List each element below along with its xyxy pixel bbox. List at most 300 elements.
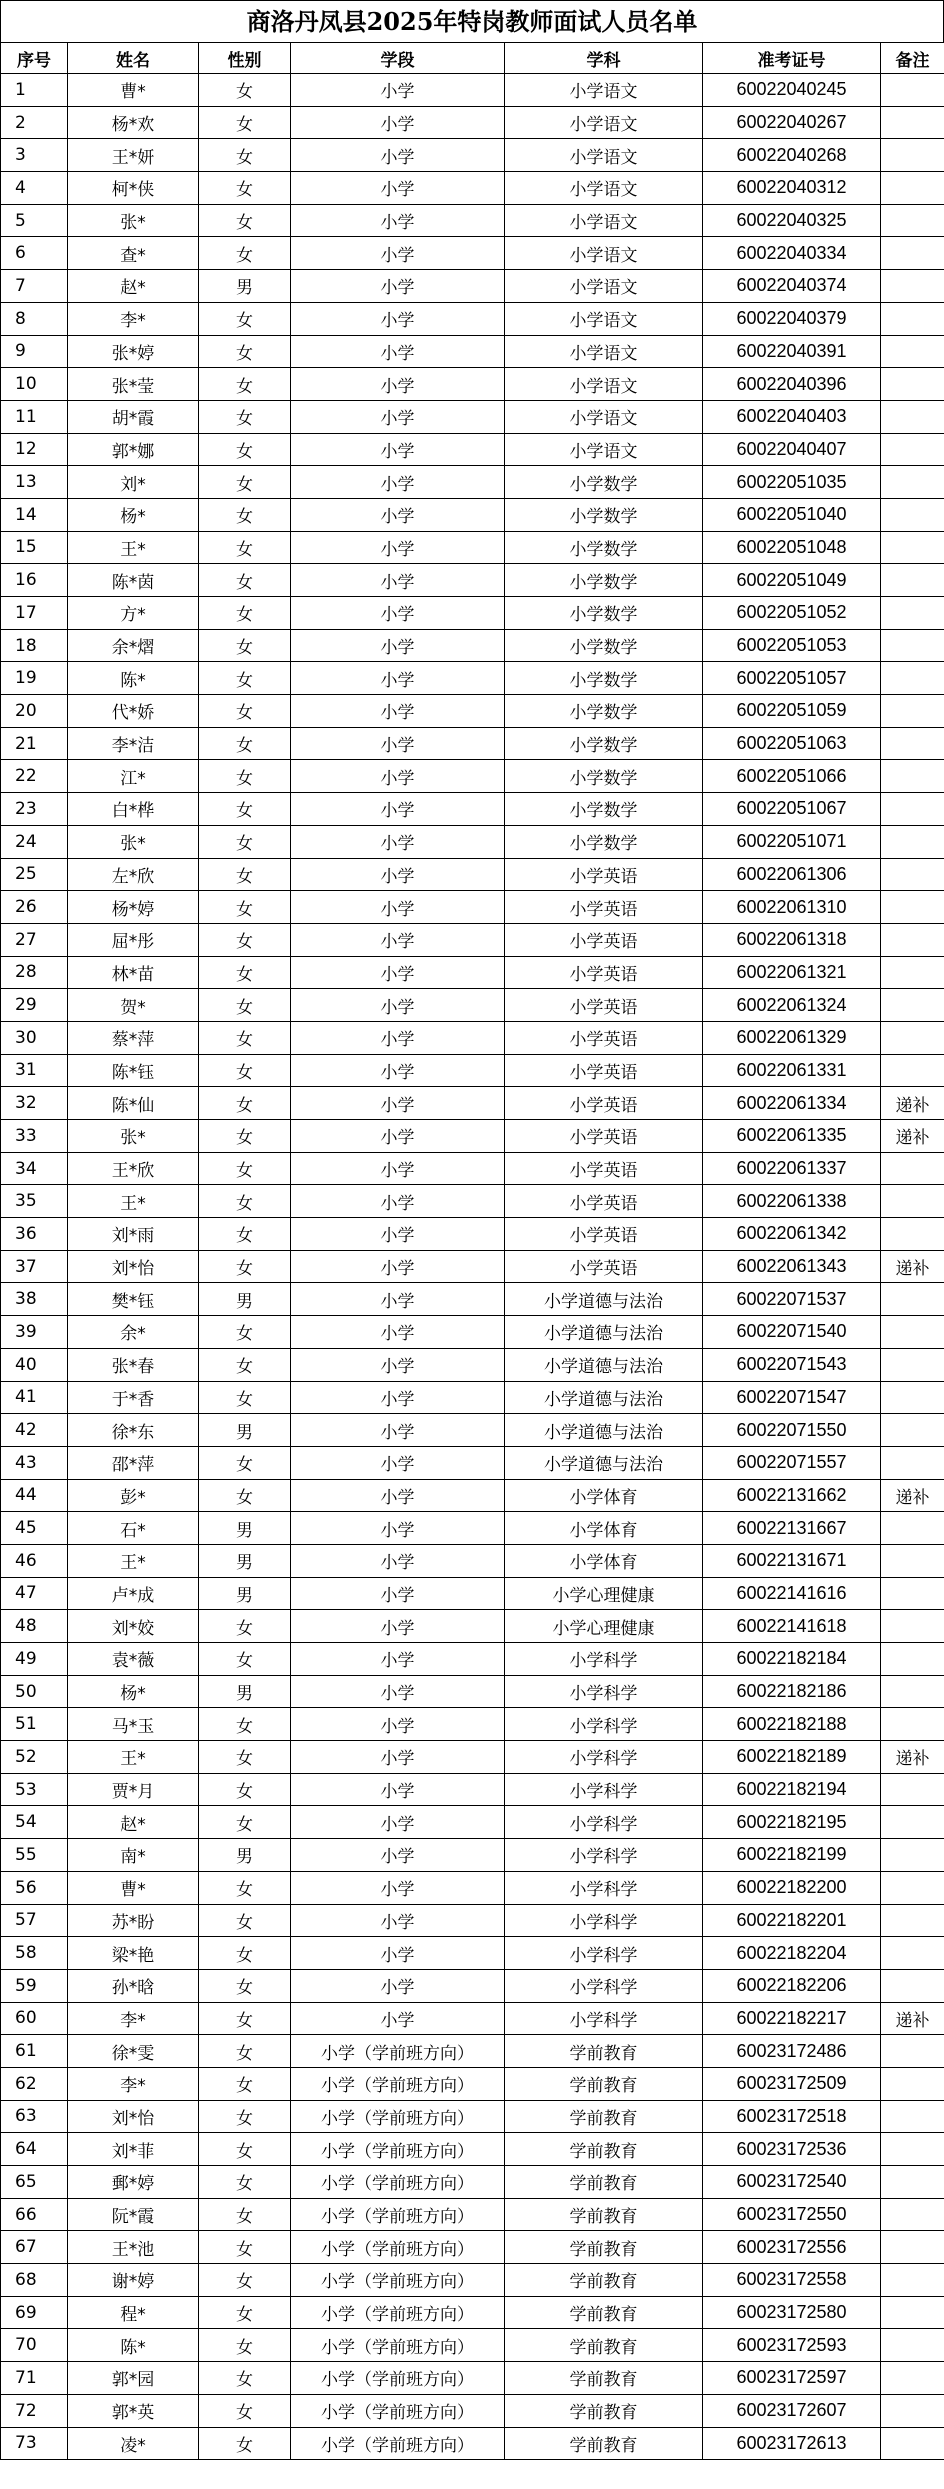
cell-note: [881, 2198, 944, 2231]
cell-note: [881, 1544, 944, 1577]
cell-name: 李*: [68, 2067, 199, 2100]
cell-name: 李*洁: [68, 727, 199, 760]
cell-level: 小学: [291, 1806, 505, 1839]
cell-gender: 女: [199, 1446, 291, 1479]
cell-no: 37: [1, 1250, 68, 1283]
cell-note: [881, 1969, 944, 2002]
page-title: 商洛丹凤县2025年特岗教师面试人员名单: [0, 0, 944, 42]
table-row: [1, 237, 944, 270]
table-row: [1, 1839, 944, 1872]
cell-exam-id: 60023172536: [703, 2133, 881, 2166]
cell-note: [881, 1218, 944, 1251]
cell-level: 小学: [291, 597, 505, 630]
cell-subject: 小学数学: [505, 498, 703, 531]
cell-level: 小学: [291, 1675, 505, 1708]
cell-subject: 小学道德与法治: [505, 1446, 703, 1479]
cell-name: 刘*怡: [68, 1250, 199, 1283]
cell-gender: 女: [199, 2329, 291, 2362]
cell-gender: 女: [199, 204, 291, 237]
cell-exam-id: 60022051057: [703, 662, 881, 695]
cell-level: 小学: [291, 923, 505, 956]
cell-level: 小学: [291, 1021, 505, 1054]
cell-level: 小学（学前班方向）: [291, 2133, 505, 2166]
cell-note: [881, 1152, 944, 1185]
table-row: [1, 1185, 944, 1218]
cell-note: [881, 335, 944, 368]
cell-subject: 小学道德与法治: [505, 1414, 703, 1447]
cell-level: 小学（学前班方向）: [291, 2362, 505, 2395]
cell-exam-id: 60022040267: [703, 106, 881, 139]
cell-note: [881, 498, 944, 531]
cell-no: 22: [1, 760, 68, 793]
table-row: [1, 629, 944, 662]
cell-no: 57: [1, 1904, 68, 1937]
table-row: [1, 1773, 944, 1806]
cell-name: 南*: [68, 1839, 199, 1872]
cell-note: [881, 564, 944, 597]
cell-no: 54: [1, 1806, 68, 1839]
cell-subject: 小学语文: [505, 172, 703, 205]
table-row: [1, 1348, 944, 1381]
cell-note: [881, 1806, 944, 1839]
cell-no: 62: [1, 2067, 68, 2100]
cell-name: 柯*侠: [68, 172, 199, 205]
cell-gender: 女: [199, 923, 291, 956]
cell-name: 郵*婷: [68, 2166, 199, 2199]
cell-exam-id: 60022131667: [703, 1512, 881, 1545]
cell-no: 23: [1, 793, 68, 826]
cell-name: 方*: [68, 597, 199, 630]
cell-exam-id: 60022061310: [703, 891, 881, 924]
cell-subject: 小学数学: [505, 564, 703, 597]
cell-name: 蔡*萍: [68, 1021, 199, 1054]
cell-no: 25: [1, 858, 68, 891]
cell-exam-id: 60022131671: [703, 1544, 881, 1577]
cell-no: 48: [1, 1610, 68, 1643]
cell-name: 郭*英: [68, 2394, 199, 2427]
table-row: [1, 1087, 944, 1120]
cell-exam-id: 60022051053: [703, 629, 881, 662]
cell-note: [881, 2067, 944, 2100]
cell-name: 张*春: [68, 1348, 199, 1381]
table-row: [1, 1120, 944, 1153]
cell-name: 屈*彤: [68, 923, 199, 956]
cell-subject: 学前教育: [505, 2231, 703, 2264]
cell-name: 阮*霞: [68, 2198, 199, 2231]
cell-name: 赵*: [68, 1806, 199, 1839]
header-note: 备注: [881, 43, 944, 74]
cell-note: [881, 270, 944, 303]
table-row: [1, 1577, 944, 1610]
cell-note: [881, 1512, 944, 1545]
cell-level: 小学（学前班方向）: [291, 2394, 505, 2427]
table-row: [1, 531, 944, 564]
cell-level: 小学: [291, 1904, 505, 1937]
cell-no: 29: [1, 989, 68, 1022]
cell-exam-id: 60022040374: [703, 270, 881, 303]
cell-exam-id: 60022051066: [703, 760, 881, 793]
cell-name: 邵*萍: [68, 1446, 199, 1479]
cell-name: 林*苗: [68, 956, 199, 989]
cell-note: [881, 662, 944, 695]
cell-level: 小学: [291, 1741, 505, 1774]
table-row: [1, 466, 944, 499]
cell-exam-id: 60022182195: [703, 1806, 881, 1839]
cell-level: 小学: [291, 1250, 505, 1283]
cell-note: [881, 989, 944, 1022]
table-row: [1, 433, 944, 466]
table-row: [1, 564, 944, 597]
cell-exam-id: 60022061331: [703, 1054, 881, 1087]
cell-exam-id: 60023172593: [703, 2329, 881, 2362]
cell-gender: 男: [199, 1512, 291, 1545]
cell-note: [881, 2329, 944, 2362]
cell-exam-id: 60022182186: [703, 1675, 881, 1708]
cell-note: [881, 760, 944, 793]
cell-subject: 小学科学: [505, 1675, 703, 1708]
cell-exam-id: 60022071550: [703, 1414, 881, 1447]
cell-subject: 小学数学: [505, 597, 703, 630]
cell-gender: 女: [199, 2002, 291, 2035]
cell-exam-id: 60022051049: [703, 564, 881, 597]
cell-note: [881, 237, 944, 270]
header-level: 学段: [291, 43, 505, 74]
cell-level: 小学: [291, 858, 505, 891]
cell-level: 小学: [291, 1316, 505, 1349]
cell-level: 小学: [291, 1937, 505, 1970]
cell-name: 陈*茵: [68, 564, 199, 597]
cell-level: 小学（学前班方向）: [291, 2329, 505, 2362]
table-row: [1, 400, 944, 433]
table-row: [1, 1446, 944, 1479]
cell-gender: 女: [199, 825, 291, 858]
cell-note: [881, 2035, 944, 2068]
cell-subject: 小学科学: [505, 1937, 703, 1970]
cell-name: 张*莹: [68, 368, 199, 401]
table-row: [1, 106, 944, 139]
cell-note: [881, 629, 944, 662]
cell-note: [881, 1185, 944, 1218]
cell-no: 21: [1, 727, 68, 760]
cell-name: 查*: [68, 237, 199, 270]
cell-name: 徐*东: [68, 1414, 199, 1447]
cell-name: 王*: [68, 531, 199, 564]
cell-name: 李*: [68, 302, 199, 335]
cell-note: [881, 923, 944, 956]
cell-gender: 女: [199, 335, 291, 368]
cell-name: 杨*: [68, 498, 199, 531]
cell-subject: 学前教育: [505, 2362, 703, 2395]
cell-level: 小学: [291, 1381, 505, 1414]
cell-gender: 女: [199, 989, 291, 1022]
cell-exam-id: 60022061324: [703, 989, 881, 1022]
cell-name: 胡*霞: [68, 400, 199, 433]
cell-level: 小学: [291, 989, 505, 1022]
cell-subject: 小学英语: [505, 1185, 703, 1218]
header-exam-id: 准考证号: [703, 43, 881, 74]
cell-exam-id: 60022061338: [703, 1185, 881, 1218]
cell-gender: 女: [199, 1054, 291, 1087]
cell-gender: 男: [199, 1283, 291, 1316]
cell-exam-id: 60022071540: [703, 1316, 881, 1349]
cell-no: 71: [1, 2362, 68, 2395]
cell-level: 小学: [291, 237, 505, 270]
cell-no: 6: [1, 237, 68, 270]
cell-no: 13: [1, 466, 68, 499]
table-row: [1, 1283, 944, 1316]
cell-note: [881, 466, 944, 499]
cell-no: 64: [1, 2133, 68, 2166]
cell-exam-id: 60023172509: [703, 2067, 881, 2100]
cell-exam-id: 60022141616: [703, 1577, 881, 1610]
header-subject: 学科: [505, 43, 703, 74]
cell-note: [881, 1381, 944, 1414]
cell-subject: 学前教育: [505, 2198, 703, 2231]
cell-name: 孙*晗: [68, 1969, 199, 2002]
cell-exam-id: 60022040403: [703, 400, 881, 433]
cell-no: 16: [1, 564, 68, 597]
cell-exam-id: 60023172580: [703, 2296, 881, 2329]
cell-no: 8: [1, 302, 68, 335]
cell-name: 郭*园: [68, 2362, 199, 2395]
cell-name: 白*桦: [68, 793, 199, 826]
table-row: [1, 302, 944, 335]
table-row: [1, 2035, 944, 2068]
cell-no: 49: [1, 1643, 68, 1676]
cell-name: 王*妍: [68, 139, 199, 172]
cell-subject: 小学道德与法治: [505, 1348, 703, 1381]
cell-no: 39: [1, 1316, 68, 1349]
cell-name: 程*: [68, 2296, 199, 2329]
table-row: [1, 662, 944, 695]
cell-subject: 小学数学: [505, 760, 703, 793]
header-row: [1, 43, 944, 74]
cell-note: [881, 172, 944, 205]
cell-no: 35: [1, 1185, 68, 1218]
cell-level: 小学: [291, 825, 505, 858]
cell-exam-id: 60022131662: [703, 1479, 881, 1512]
cell-level: 小学: [291, 1087, 505, 1120]
cell-level: 小学: [291, 1446, 505, 1479]
table-row: [1, 1675, 944, 1708]
cell-no: 32: [1, 1087, 68, 1120]
cell-gender: 女: [199, 106, 291, 139]
cell-level: 小学: [291, 433, 505, 466]
cell-subject: 学前教育: [505, 2296, 703, 2329]
cell-name: 余*熠: [68, 629, 199, 662]
cell-exam-id: 60022141618: [703, 1610, 881, 1643]
table-row: [1, 2427, 944, 2460]
table-row: [1, 1904, 944, 1937]
cell-no: 52: [1, 1741, 68, 1774]
cell-level: 小学: [291, 1512, 505, 1545]
cell-level: 小学（学前班方向）: [291, 2231, 505, 2264]
cell-note: [881, 1577, 944, 1610]
cell-note: [881, 2264, 944, 2297]
cell-name: 徐*雯: [68, 2035, 199, 2068]
cell-no: 31: [1, 1054, 68, 1087]
cell-gender: 女: [199, 1479, 291, 1512]
cell-subject: 学前教育: [505, 2329, 703, 2362]
cell-level: 小学: [291, 956, 505, 989]
cell-note: [881, 2427, 944, 2460]
table-row: [1, 1218, 944, 1251]
cell-gender: 女: [199, 956, 291, 989]
cell-gender: 女: [199, 1185, 291, 1218]
cell-note: 递补: [881, 1479, 944, 1512]
cell-level: 小学: [291, 1544, 505, 1577]
cell-gender: 女: [199, 237, 291, 270]
cell-exam-id: 60022071543: [703, 1348, 881, 1381]
cell-no: 17: [1, 597, 68, 630]
cell-exam-id: 60022061318: [703, 923, 881, 956]
cell-note: [881, 825, 944, 858]
cell-no: 1: [1, 74, 68, 107]
cell-level: 小学（学前班方向）: [291, 2296, 505, 2329]
cell-level: 小学: [291, 891, 505, 924]
cell-gender: 女: [199, 531, 291, 564]
cell-gender: 女: [199, 2067, 291, 2100]
cell-level: 小学（学前班方向）: [291, 2264, 505, 2297]
cell-exam-id: 60022051067: [703, 793, 881, 826]
table-row: [1, 2198, 944, 2231]
cell-note: 递补: [881, 2002, 944, 2035]
cell-level: 小学: [291, 1839, 505, 1872]
cell-note: [881, 1675, 944, 1708]
cell-name: 张*婷: [68, 335, 199, 368]
cell-note: [881, 2231, 944, 2264]
cell-subject: 小学数学: [505, 695, 703, 728]
cell-name: 刘*雨: [68, 1218, 199, 1251]
cell-level: 小学: [291, 302, 505, 335]
cell-subject: 小学数学: [505, 629, 703, 662]
cell-note: [881, 891, 944, 924]
cell-subject: 小学英语: [505, 989, 703, 1022]
cell-exam-id: 60022061306: [703, 858, 881, 891]
cell-name: 刘*怡: [68, 2100, 199, 2133]
cell-note: [881, 204, 944, 237]
cell-name: 梁*艳: [68, 1937, 199, 1970]
cell-note: [881, 1446, 944, 1479]
cell-exam-id: 60022071557: [703, 1446, 881, 1479]
header-no: 序号: [1, 43, 68, 74]
cell-subject: 小学英语: [505, 1087, 703, 1120]
cell-subject: 小学数学: [505, 466, 703, 499]
cell-note: [881, 1316, 944, 1349]
cell-level: 小学: [291, 204, 505, 237]
cell-note: [881, 597, 944, 630]
table-row: [1, 1806, 944, 1839]
cell-gender: 女: [199, 1937, 291, 1970]
cell-name: 左*欣: [68, 858, 199, 891]
cell-gender: 女: [199, 1087, 291, 1120]
table-row: [1, 2166, 944, 2199]
cell-name: 王*: [68, 1185, 199, 1218]
cell-level: 小学（学前班方向）: [291, 2427, 505, 2460]
cell-gender: 女: [199, 1610, 291, 1643]
cell-gender: 女: [199, 172, 291, 205]
cell-gender: 女: [199, 1904, 291, 1937]
cell-exam-id: 60023172550: [703, 2198, 881, 2231]
cell-gender: 女: [199, 662, 291, 695]
table-row: [1, 1512, 944, 1545]
cell-exam-id: 60022182199: [703, 1839, 881, 1872]
cell-gender: 女: [199, 695, 291, 728]
cell-level: 小学: [291, 270, 505, 303]
cell-subject: 小学英语: [505, 1021, 703, 1054]
cell-note: [881, 1021, 944, 1054]
cell-note: [881, 2362, 944, 2395]
cell-gender: 女: [199, 564, 291, 597]
cell-note: 递补: [881, 1120, 944, 1153]
cell-gender: 女: [199, 1871, 291, 1904]
cell-gender: 女: [199, 1021, 291, 1054]
cell-no: 65: [1, 2166, 68, 2199]
cell-level: 小学: [291, 1969, 505, 2002]
table-row: [1, 2264, 944, 2297]
cell-exam-id: 60022040379: [703, 302, 881, 335]
table-row: [1, 270, 944, 303]
cell-name: 杨*婷: [68, 891, 199, 924]
cell-no: 67: [1, 2231, 68, 2264]
cell-no: 70: [1, 2329, 68, 2362]
cell-level: 小学（学前班方向）: [291, 2067, 505, 2100]
cell-level: 小学: [291, 1577, 505, 1610]
cell-note: [881, 2296, 944, 2329]
cell-name: 江*: [68, 760, 199, 793]
cell-exam-id: 60022040391: [703, 335, 881, 368]
cell-subject: 小学语文: [505, 139, 703, 172]
cell-no: 15: [1, 531, 68, 564]
cell-subject: 小学科学: [505, 1969, 703, 2002]
cell-no: 7: [1, 270, 68, 303]
cell-name: 樊*钰: [68, 1283, 199, 1316]
cell-note: 递补: [881, 1741, 944, 1774]
cell-level: 小学: [291, 1348, 505, 1381]
cell-level: 小学: [291, 1414, 505, 1447]
cell-no: 41: [1, 1381, 68, 1414]
cell-no: 5: [1, 204, 68, 237]
roster-table: [0, 42, 944, 2460]
cell-exam-id: 60022061335: [703, 1120, 881, 1153]
cell-name: 陈*仙: [68, 1087, 199, 1120]
cell-gender: 女: [199, 2100, 291, 2133]
cell-name: 马*玉: [68, 1708, 199, 1741]
header-name: 姓名: [68, 43, 199, 74]
table-row: [1, 858, 944, 891]
header-gender: 性别: [199, 43, 291, 74]
table-row: [1, 1250, 944, 1283]
cell-name: 杨*: [68, 1675, 199, 1708]
cell-exam-id: 60023172540: [703, 2166, 881, 2199]
cell-subject: 小学语文: [505, 368, 703, 401]
cell-level: 小学: [291, 1708, 505, 1741]
cell-exam-id: 60022040407: [703, 433, 881, 466]
cell-level: 小学: [291, 498, 505, 531]
cell-subject: 小学语文: [505, 400, 703, 433]
cell-no: 30: [1, 1021, 68, 1054]
cell-no: 68: [1, 2264, 68, 2297]
cell-name: 张*: [68, 1120, 199, 1153]
table-row: [1, 1741, 944, 1774]
cell-gender: 男: [199, 1675, 291, 1708]
cell-exam-id: 60023172558: [703, 2264, 881, 2297]
cell-gender: 女: [199, 1218, 291, 1251]
cell-no: 36: [1, 1218, 68, 1251]
cell-exam-id: 60023172518: [703, 2100, 881, 2133]
cell-level: 小学: [291, 531, 505, 564]
cell-subject: 小学心理健康: [505, 1610, 703, 1643]
